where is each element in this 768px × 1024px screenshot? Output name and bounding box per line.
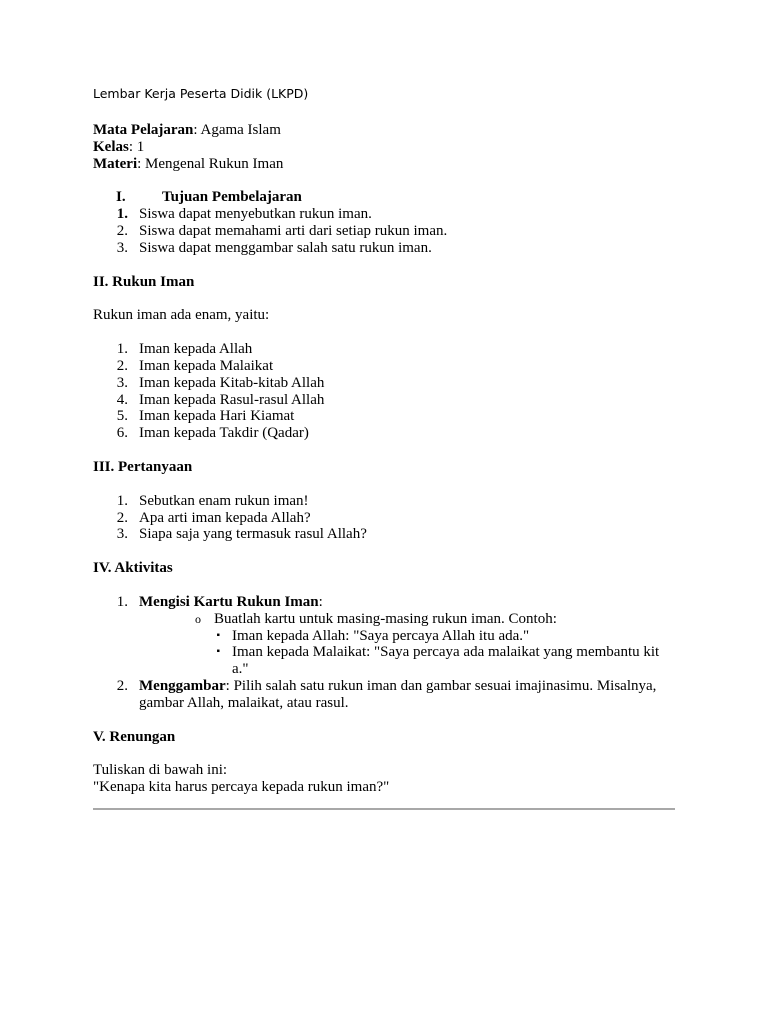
list-number: 6. xyxy=(116,425,128,442)
list-number: 3. xyxy=(116,239,128,256)
list-item xyxy=(93,678,675,712)
list-item xyxy=(93,594,675,611)
subject-label: Mata Pelajaran xyxy=(93,122,194,138)
activity-1-bullet xyxy=(93,628,675,645)
list-text: Iman kepada Takdir (Qadar) xyxy=(139,425,309,442)
list-item xyxy=(93,425,675,442)
document-page xyxy=(93,86,675,810)
list-text: Iman kepada Malaikat xyxy=(139,357,274,374)
section-2-intro: Rukun iman ada enam, yaitu: xyxy=(93,307,270,324)
activity-2-title: Menggambar xyxy=(139,677,226,694)
section-1-heading xyxy=(93,189,675,206)
meta-subject xyxy=(93,122,675,139)
section-1-roman: I. xyxy=(116,189,126,206)
list-number: 2. xyxy=(116,222,128,239)
list-number: 1. xyxy=(116,492,128,509)
square-bullet-icon: ▪ xyxy=(216,646,220,658)
activity-1-subitem xyxy=(93,611,675,628)
section-2-list xyxy=(93,341,675,442)
list-item xyxy=(93,341,675,358)
section-4-heading: IV. Aktivitas xyxy=(93,560,173,577)
list-number: 1. xyxy=(116,593,128,610)
material-value: : Mengenal Rukun Iman xyxy=(137,155,284,172)
section-4-list-cont xyxy=(93,678,675,712)
list-number: 2. xyxy=(116,677,128,694)
meta-block xyxy=(93,122,675,172)
list-item xyxy=(93,375,675,392)
document-header: Lembar Kerja Peserta Didik (LKPD) xyxy=(93,86,309,101)
activity-1-bullet xyxy=(93,644,675,678)
list-item xyxy=(93,526,675,543)
list-number: 1. xyxy=(116,341,128,358)
list-number: 3. xyxy=(116,526,128,543)
section-1-title: Tujuan Pembelajaran xyxy=(162,189,302,206)
list-number: 1. xyxy=(116,206,128,223)
activity-1-colon: : xyxy=(318,593,323,610)
class-value: : 1 xyxy=(128,138,145,155)
list-text: Iman kepada Hari Kiamat xyxy=(139,408,295,425)
circle-bullet-icon: o xyxy=(195,611,201,626)
list-text: Iman kepada Rasul-rasul Allah xyxy=(139,391,325,408)
list-text: Iman kepada Kitab-kitab Allah xyxy=(139,374,325,391)
list-item xyxy=(93,493,675,510)
list-number: 2. xyxy=(116,509,128,526)
bullet-text: Iman kepada Allah: "Saya percaya Allah itu ada." xyxy=(232,627,530,644)
list-number: 4. xyxy=(116,391,128,408)
list-text: Siswa dapat memahami arti dari setiap rukun iman. xyxy=(139,222,448,239)
list-item xyxy=(93,358,675,375)
list-text: Siswa dapat menyebutkan rukun iman. xyxy=(139,206,372,223)
meta-material xyxy=(93,156,675,173)
reflection-line-1: Tuliskan di bawah ini: xyxy=(93,762,228,779)
activity-1-subtext: Buatlah kartu untuk masing-masing rukun iman. Contoh: xyxy=(214,610,557,627)
list-item xyxy=(93,206,675,223)
activity-1-title: Mengisi Kartu Rukun Iman xyxy=(139,593,319,610)
reflection-line-2: "Kenapa kita harus percaya kepada rukun iman?" xyxy=(93,779,390,796)
meta-class xyxy=(93,139,675,156)
material-label: Materi xyxy=(93,155,138,172)
activity-2-text: : Pilih salah satu rukun iman dan gambar sesuai imajinasimu. Misalnya, gambar Allah, malaikat, atau rasul. xyxy=(139,677,657,711)
class-label: Kelas xyxy=(93,138,129,155)
list-item xyxy=(93,392,675,409)
list-text: Sebutkan enam rukun iman! xyxy=(139,492,309,509)
section-1-list xyxy=(93,206,675,256)
list-item xyxy=(93,223,675,240)
list-text: Iman kepada Allah xyxy=(139,341,253,358)
list-number: 2. xyxy=(116,357,128,374)
section-3-heading: III. Pertanyaan xyxy=(93,458,193,475)
list-item xyxy=(93,240,675,257)
list-number: 3. xyxy=(116,374,128,391)
section-2-heading: II. Rukun Iman xyxy=(93,273,195,290)
section-4-list xyxy=(93,594,675,611)
list-item xyxy=(93,408,675,425)
section-3-list xyxy=(93,493,675,543)
list-item xyxy=(93,510,675,527)
subject-value: : Agama Islam xyxy=(193,122,281,138)
section-5-heading: V. Renungan xyxy=(93,728,176,745)
list-text: Siswa dapat menggambar salah satu rukun iman. xyxy=(139,239,432,256)
list-text: Apa arti iman kepada Allah? xyxy=(139,509,311,526)
list-text: Siapa saja yang termasuk rasul Allah? xyxy=(139,526,367,543)
list-number: 5. xyxy=(116,408,128,425)
horizontal-divider xyxy=(93,808,675,810)
bullet-text: Iman kepada Malaikat: "Saya percaya ada malaikat yang membantu kit a." xyxy=(232,644,660,678)
square-bullet-icon: ▪ xyxy=(216,629,220,641)
